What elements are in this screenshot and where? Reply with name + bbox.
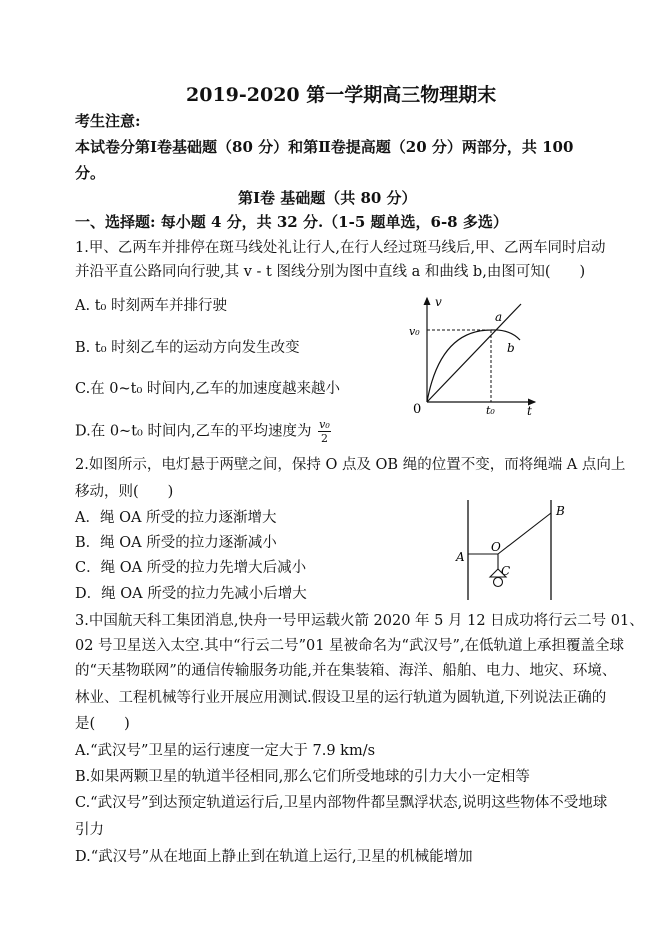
q1-option-a: A. t₀ 时刻两车并排行驶 <box>75 298 227 314</box>
q2-stem-line-1: 2.如图所示，电灯悬于两壁之间，保持 O 点及 OB 绳的位置不变，而将绳端 A 点向上 <box>75 457 626 473</box>
q1-option-d-text: D.在 0~t₀ 时间内,乙车的平均速度为 <box>75 423 312 440</box>
section-title: 第Ⅰ卷 基础题（共 80 分） <box>238 189 417 207</box>
x-axis-label: t <box>527 404 532 418</box>
q1-stem-line-1: 1.甲、乙两车并排停在斑马线处礼让行人,在行人经过斑马线后,甲、乙两车同时启动 <box>75 240 606 256</box>
q3-stem-line-5: 是( ) <box>75 716 130 732</box>
origin-label: 0 <box>413 402 422 417</box>
lamp-bulb-icon <box>494 578 503 587</box>
t0-label: t₀ <box>486 404 495 417</box>
q1-option-d-fraction <box>318 418 331 445</box>
y-axis-label: v <box>435 295 442 309</box>
q1-option-b: B. t₀ 时刻乙车的运动方向发生改变 <box>75 340 300 356</box>
q3-stem-line-3: 的“天基物联网”的通信传输服务功能,并在集装箱、海洋、船舶、电力、地灾、环境、 <box>75 663 617 679</box>
q3-option-d: D.“武汉号”从在地面上静止到在轨道上运行,卫星的机械能增加 <box>75 849 473 865</box>
q2-option-d: D．绳 OA 所受的拉力先减小后增大 <box>75 586 307 602</box>
notice-label: 考生注意: <box>75 112 141 130</box>
point-b-label: B <box>556 504 565 518</box>
q3-stem-line-1: 3.中国航天科工集团消息,快舟一号甲运载火箭 2020 年 5 月 12 日成功将行云二号 01、 <box>75 613 644 629</box>
notice-line-2: 分。 <box>75 164 106 182</box>
fraction-numerator: v₀ <box>319 418 330 431</box>
rope-ob <box>498 513 551 554</box>
q2-option-b: B．绳 OA 所受的拉力逐渐减小 <box>75 535 277 551</box>
q2-stem-line-2: 移动，则( ) <box>75 484 174 500</box>
q3-stem-line-2: 02 号卫星送入太空.其中“行云二号”01 星被命名为“武汉号”,在低轨道上承担覆盖全球 <box>75 638 624 654</box>
q1-stem-line-2: 并沿平直公路同向行驶,其 v - t 图线分别为图中直线 a 和曲线 b,由图可知( ) <box>75 264 586 280</box>
q2-lamp-figure <box>452 495 572 605</box>
fraction-denominator: 2 <box>320 432 328 445</box>
curve-b-label: b <box>507 341 515 355</box>
q3-option-b: B.如果两颗卫星的轨道半径相同,那么它们所受地球的引力大小一定相等 <box>75 769 530 785</box>
page-title: 2019-2020 第一学期高三物理期末 <box>186 84 497 106</box>
point-a-label: A <box>456 550 465 564</box>
point-o-label: O <box>491 540 501 554</box>
q3-stem-line-4: 林业、工程机械等行业开展应用测试.假设卫星的运行轨道为圆轨道,下列说法正确的 <box>75 690 607 706</box>
point-c-label: C <box>501 564 511 578</box>
part-title: 一、选择题: 每小题 4 分，共 32 分.（1-5 题单选，6-8 多选） <box>75 213 508 231</box>
q1-option-d <box>75 418 331 445</box>
q3-option-a: A.“武汉号”卫星的运行速度一定大于 7.9 km/s <box>75 743 376 759</box>
q1-option-c: C.在 0~t₀ 时间内,乙车的加速度越来越小 <box>75 381 341 397</box>
q1-vt-graph <box>395 290 545 425</box>
q2-option-a: A．绳 OA 所受的拉力逐渐增大 <box>75 510 277 526</box>
q2-option-c: C．绳 OA 所受的拉力先增大后减小 <box>75 560 307 576</box>
v0-label: v₀ <box>409 325 420 338</box>
q3-option-c: C.“武汉号”到达预定轨道运行后,卫星内部物件都呈飘浮状态,说明这些物体不受地球 <box>75 795 608 811</box>
notice-line-1: 本试卷分第Ⅰ卷基础题（80 分）和第Ⅱ卷提高题（20 分）两部分，共 100 <box>75 138 574 156</box>
line-a-label: a <box>495 310 503 324</box>
q3-option-c-cont: 引力 <box>75 822 104 838</box>
